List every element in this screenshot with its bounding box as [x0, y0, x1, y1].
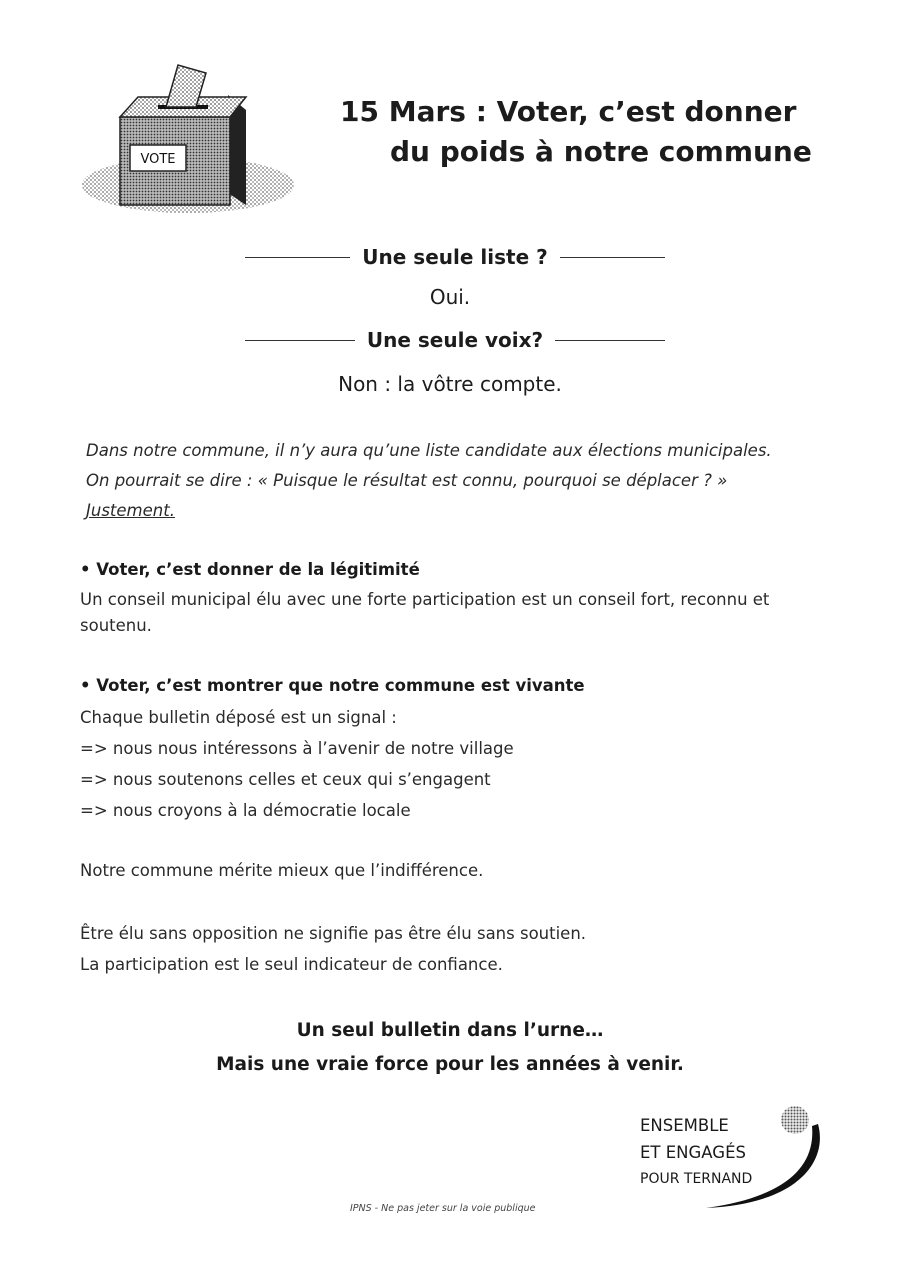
title-line-1: 15 Mars : Voter, c’est donner — [340, 95, 797, 128]
section-2-list — [80, 702, 840, 826]
logo-swoosh-icon — [700, 1100, 830, 1215]
ballot-box-illustration — [78, 55, 298, 220]
list-item: => nous soutenons celles et ceux qui s’engagent — [80, 770, 491, 789]
divider — [245, 340, 355, 341]
question-1: Une seule liste ? — [362, 245, 548, 269]
statement: Notre commune mérite mieux que l’indifférence. — [80, 861, 484, 880]
closing-message — [0, 1014, 900, 1082]
list-item: Chaque bulletin déposé est un signal : — [80, 708, 397, 727]
section-2-heading: • Voter, c’est montrer que notre commune est vivante — [80, 676, 585, 695]
divider — [555, 340, 665, 341]
divider — [560, 257, 665, 258]
intro-paragraph — [86, 436, 846, 526]
question-row-1 — [245, 245, 665, 269]
title-line-2: du poids à notre commune — [390, 135, 812, 168]
logo-line-1: ENSEMBLE — [640, 1116, 729, 1135]
support-line-1: Être élu sans opposition ne signifie pas être élu sans soutien. — [80, 924, 587, 943]
ballot-box-label: VOTE — [140, 152, 176, 167]
support-line-2: La participation est le seul indicateur de confiance. — [80, 955, 503, 974]
list-item: => nous croyons à la démocratie locale — [80, 801, 411, 820]
intro-line-1: Dans notre commune, il n’y aura qu’une liste candidate aux élections municipales. — [86, 441, 772, 460]
answer-2: Non : la vôtre compte. — [338, 372, 562, 396]
question-row-2 — [245, 328, 665, 352]
logo-line-2: ET ENGAGÉS — [640, 1143, 746, 1162]
closing-line-1: Un seul bulletin dans l’urne… — [296, 1020, 604, 1041]
divider — [245, 257, 350, 258]
closing-line-2: Mais une vraie force pour les années à venir. — [216, 1054, 684, 1075]
footer-notice: IPNS - Ne pas jeter sur la voie publique — [350, 1203, 536, 1214]
intro-line-2: On pourrait se dire : « Puisque le résultat est connu, pourquoi se déplacer ? » — [86, 471, 728, 490]
logo-line-3: POUR TERNAND — [640, 1171, 753, 1187]
answer-1: Oui. — [429, 285, 471, 309]
support-paragraph — [80, 918, 840, 980]
intro-line-3: Justement. — [86, 501, 175, 520]
section-1-text: Un conseil municipal élu avec une forte participation est un conseil fort, reconnu et soutenu. — [80, 590, 770, 635]
section-1-heading: • Voter, c’est donner de la légitimité — [80, 560, 420, 579]
list-item: => nous nous intéressons à l’avenir de notre village — [80, 739, 514, 758]
question-2: Une seule voix? — [366, 328, 544, 352]
page-title — [330, 92, 850, 172]
